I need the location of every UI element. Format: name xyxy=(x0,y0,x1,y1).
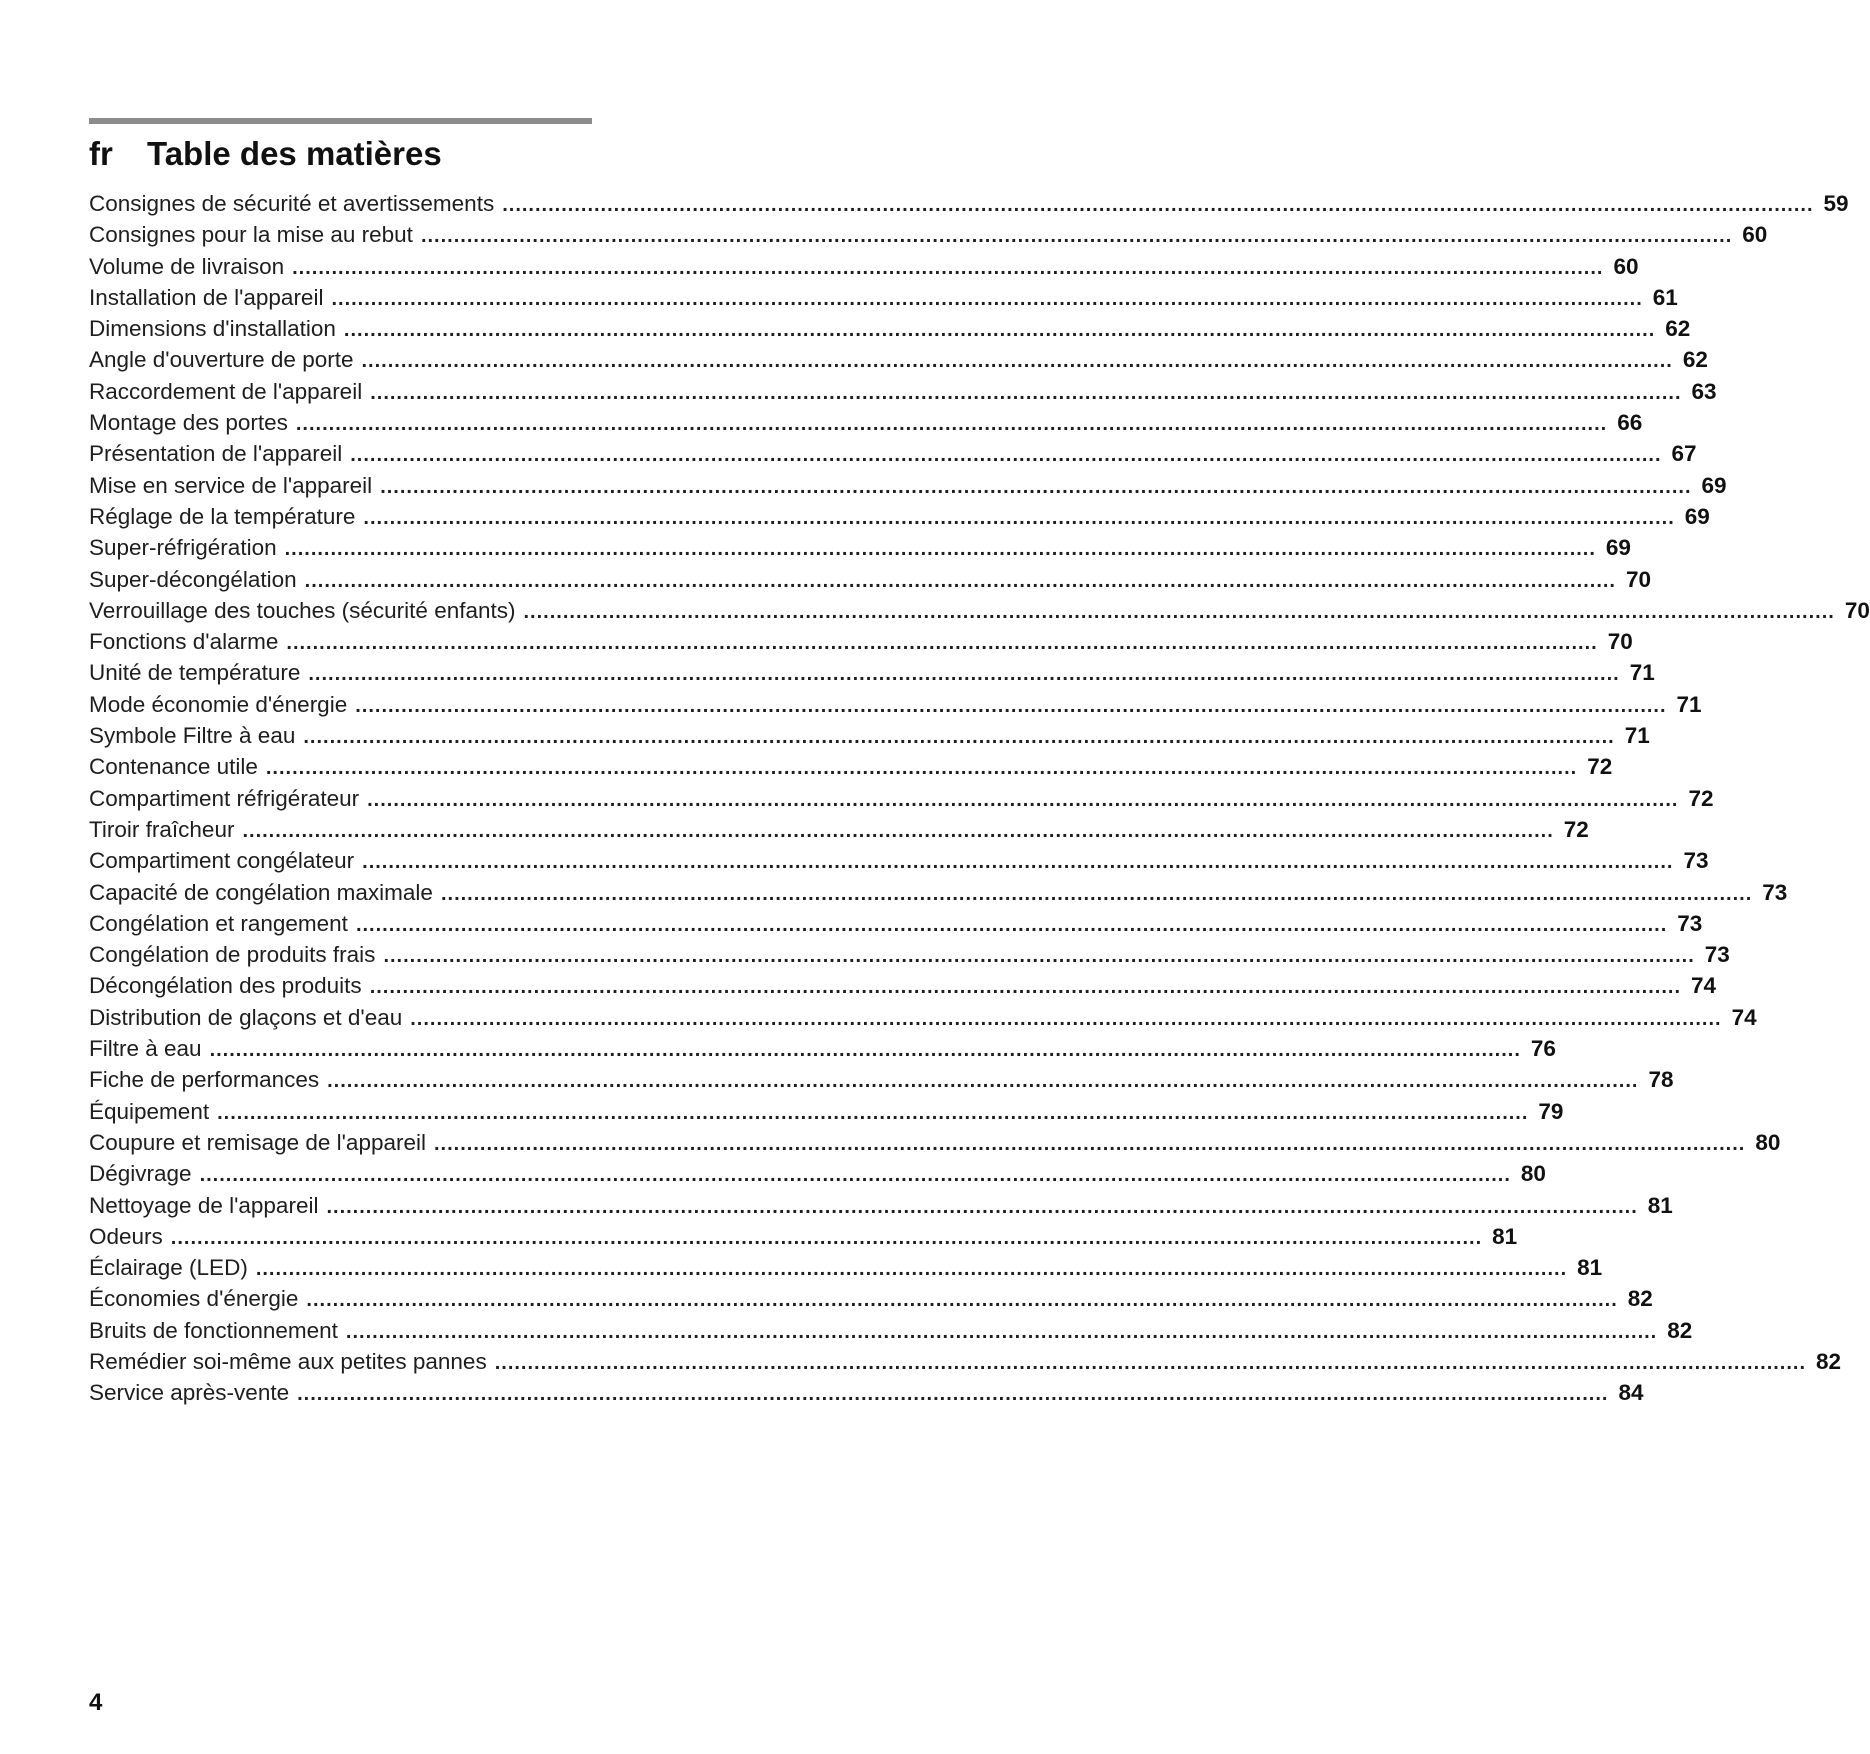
toc-entry-title: Remédier soi-même aux petites pannes xyxy=(89,1348,487,1374)
toc-entry[interactable] xyxy=(89,1002,1757,1033)
toc-entry-title: Capacité de congélation maximale xyxy=(89,879,433,905)
toc-entry[interactable] xyxy=(89,720,1650,751)
toc-entry-page: 73 xyxy=(1704,942,1730,968)
toc-entry-title: Congélation de produits frais xyxy=(89,942,376,968)
dot-leader: ........................................................................................................................................................................................................ xyxy=(362,851,1674,874)
toc-entry-page: 69 xyxy=(1605,535,1631,561)
dot-leader: ........................................................................................................................................................................................................ xyxy=(494,1351,1807,1374)
toc-entry[interactable] xyxy=(89,376,1717,407)
dot-leader: ........................................................................................................................................................................................................ xyxy=(286,632,1598,655)
toc-entry[interactable] xyxy=(89,626,1633,657)
dot-leader: ........................................................................................................................................................................................................ xyxy=(410,1007,1722,1030)
toc-entry-title: Nettoyage de l'appareil xyxy=(89,1192,319,1218)
toc-entry[interactable] xyxy=(89,1033,1556,1064)
toc-entry-title: Fonctions d'alarme xyxy=(89,629,279,655)
toc-entry-page: 72 xyxy=(1688,785,1714,811)
toc-entry-page: 69 xyxy=(1701,472,1727,498)
toc-entry[interactable] xyxy=(89,344,1708,375)
dot-leader: ........................................................................................................................................................................................................ xyxy=(367,788,1679,811)
toc-entry-page: 72 xyxy=(1587,754,1613,780)
toc-entry-page: 59 xyxy=(1823,191,1849,216)
toc-entry-page: 63 xyxy=(1691,378,1717,404)
toc-entry[interactable] xyxy=(89,657,1655,688)
toc-entry-title: Consignes pour la mise au rebut xyxy=(89,222,413,248)
toc-entry[interactable] xyxy=(89,313,1691,344)
toc-entry[interactable] xyxy=(89,1283,1653,1314)
toc-entry-title: Congélation et rangement xyxy=(89,910,348,936)
language-code: fr xyxy=(89,135,113,172)
toc-entry-page: 70 xyxy=(1844,597,1870,623)
toc-entry[interactable] xyxy=(89,970,1717,1001)
toc-entry-page: 79 xyxy=(1538,1098,1564,1124)
toc-entry-page: 82 xyxy=(1627,1286,1653,1312)
toc-entry-title: Présentation de l'appareil xyxy=(89,441,343,467)
toc-entry[interactable] xyxy=(89,188,1849,219)
toc-entry[interactable] xyxy=(89,751,1613,782)
toc-entry[interactable] xyxy=(89,845,1709,876)
toc-entry-title: Décongélation des produits xyxy=(89,973,362,999)
dot-leader: ........................................................................................................................................................................................................ xyxy=(265,757,1578,780)
dot-leader: ........................................................................................................................................................................................................ xyxy=(420,225,1733,248)
dot-leader: ........................................................................................................................................................................................................ xyxy=(308,663,1620,686)
toc-entry[interactable] xyxy=(89,595,1870,626)
toc-entry-title: Bruits de fonctionnement xyxy=(89,1317,338,1343)
toc-entry-page: 81 xyxy=(1577,1255,1603,1281)
dot-leader: ........................................................................................................................................................................................................ xyxy=(292,256,1604,279)
toc-entry-title: Super-décongélation xyxy=(89,566,297,592)
toc-entry-page: 81 xyxy=(1647,1192,1673,1218)
toc-entry[interactable] xyxy=(89,532,1631,563)
toc-entry[interactable] xyxy=(89,1096,1564,1127)
toc-entry[interactable] xyxy=(89,501,1710,532)
toc-entry-title: Équipement xyxy=(89,1098,210,1124)
toc-entry-page: 80 xyxy=(1755,1129,1781,1155)
toc-entry[interactable] xyxy=(89,1315,1693,1346)
toc-entry-title: Filtre à eau xyxy=(89,1036,202,1062)
dot-leader: ........................................................................................................................................................................................................ xyxy=(355,694,1667,717)
toc-entry-page: 74 xyxy=(1731,1004,1757,1030)
toc-entry-title: Réglage de la température xyxy=(89,503,356,529)
toc-entry[interactable] xyxy=(89,1064,1674,1095)
toc-entry[interactable] xyxy=(89,1158,1546,1189)
toc-entry-page: 73 xyxy=(1762,879,1788,905)
toc-entry-title: Tiroir fraîcheur xyxy=(89,816,235,842)
toc-entry-title: Dimensions d'installation xyxy=(89,316,336,342)
toc-entry-title: Service après-vente xyxy=(89,1380,290,1406)
toc-entry-page: 70 xyxy=(1625,566,1652,592)
toc-entry[interactable] xyxy=(89,1346,1842,1377)
toc-entry[interactable] xyxy=(89,783,1714,814)
dot-leader: ........................................................................................................................................................................................................ xyxy=(295,413,1608,436)
dot-leader: ........................................................................................................................................................................................................ xyxy=(383,945,1695,968)
toc-entry-page: 76 xyxy=(1530,1036,1556,1062)
toc-entry-title: Économies d'énergie xyxy=(89,1286,299,1312)
toc-entry[interactable] xyxy=(89,689,1702,720)
toc-entry-page: 84 xyxy=(1618,1380,1644,1406)
top-rule xyxy=(89,118,592,124)
toc-entry-page: 72 xyxy=(1563,816,1589,842)
toc-entry-title: Unité de température xyxy=(89,660,301,686)
toc-entry-page: 69 xyxy=(1684,503,1710,529)
toc-entry-page: 67 xyxy=(1671,441,1697,467)
toc-entry-title: Volume de livraison xyxy=(89,253,285,279)
toc-entry[interactable] xyxy=(89,219,1768,250)
page-title: Table des matières xyxy=(147,135,442,172)
toc-entry-title: Fiche de performances xyxy=(89,1067,320,1093)
toc-entry-page: 82 xyxy=(1667,1317,1693,1343)
dot-leader: ........................................................................................................................................................................................................ xyxy=(284,538,1596,561)
toc-entry[interactable] xyxy=(89,939,1730,970)
toc-entry[interactable] xyxy=(89,1252,1603,1283)
dot-leader: ........................................................................................................................................................................................................ xyxy=(434,1132,1746,1155)
dot-leader: ........................................................................................................................................................................................................ xyxy=(217,1101,1529,1124)
toc-entry[interactable] xyxy=(89,1377,1644,1408)
toc-entry-title: Montage des portes xyxy=(89,410,288,436)
toc-entry-page: 71 xyxy=(1676,691,1702,717)
dot-leader: ........................................................................................................................................................................................................ xyxy=(370,381,1682,404)
toc-entry-title: Super-réfrigération xyxy=(89,535,277,561)
toc-entry-title: Raccordement de l'appareil xyxy=(89,378,363,404)
toc-entry[interactable] xyxy=(89,1127,1781,1158)
toc-entry-page: 71 xyxy=(1629,660,1655,686)
dot-leader: ........................................................................................................................................................................................................ xyxy=(345,1320,1658,1343)
toc-entry[interactable] xyxy=(89,877,1788,908)
toc-entry-title: Compartiment réfrigérateur xyxy=(89,785,360,811)
toc-entry-page: 73 xyxy=(1683,848,1709,874)
dot-leader: ........................................................................................................................................................................................................ xyxy=(297,1383,1609,1406)
dot-leader: ........................................................................................................................................................................................................ xyxy=(170,1226,1483,1249)
toc-entry-title: Mise en service de l'appareil xyxy=(89,472,373,498)
toc-entry-page: 82 xyxy=(1816,1348,1842,1374)
dot-leader: ........................................................................................................................................................................................................ xyxy=(369,976,1682,999)
page-number: 4 xyxy=(89,1689,103,1716)
toc-entry[interactable] xyxy=(89,282,1678,313)
toc-entry-page: 80 xyxy=(1520,1161,1546,1187)
toc-entry-page: 73 xyxy=(1677,910,1703,936)
toc-entry[interactable] xyxy=(89,564,1652,595)
toc-entry-page: 81 xyxy=(1492,1223,1518,1249)
dot-leader: ........................................................................................................................................................................................................ xyxy=(209,1039,1521,1062)
dot-leader: ........................................................................................................................................................................................................ xyxy=(242,819,1554,842)
toc-entry-page: 74 xyxy=(1691,973,1717,999)
dot-leader: ........................................................................................................................................................................................................ xyxy=(199,1164,1511,1187)
toc-entry[interactable] xyxy=(89,1221,1518,1252)
toc-entry-title: Angle d'ouverture de porte xyxy=(89,347,354,373)
dot-leader: ........................................................................................................................................................................................................ xyxy=(255,1258,1568,1281)
toc-entry[interactable] xyxy=(89,407,1643,438)
dot-leader: ........................................................................................................................................................................................................ xyxy=(380,475,1692,498)
toc-entry[interactable] xyxy=(89,814,1589,845)
toc-entry[interactable] xyxy=(89,908,1703,939)
toc-entry-page: 78 xyxy=(1648,1067,1674,1093)
dot-leader: ........................................................................................................................................................................................................ xyxy=(523,600,1835,623)
toc-entry-title: Verrouillage des touches (sécurité enfants) xyxy=(89,597,516,623)
toc-entry-title: Compartiment congélateur xyxy=(89,848,355,874)
toc-heading xyxy=(89,134,592,174)
toc-entry-page: 60 xyxy=(1613,253,1639,279)
toc-entry-title: Symbole Filtre à eau xyxy=(89,723,296,749)
toc-entry-title: Installation de l'appareil xyxy=(89,284,324,310)
toc-entry[interactable] xyxy=(89,251,1639,282)
toc-entry-page: 62 xyxy=(1665,316,1691,342)
dot-leader: ........................................................................................................................................................................................................ xyxy=(343,319,1656,342)
dot-leader: ........................................................................................................................................................................................................ xyxy=(326,1195,1638,1218)
toc-entry-title: Mode économie d'énergie xyxy=(89,691,348,717)
table-of-contents xyxy=(89,118,1870,1409)
toc-entry-title: Coupure et remisage de l'appareil xyxy=(89,1129,426,1155)
dot-leader: ........................................................................................................................................................................................................ xyxy=(306,1289,1618,1312)
dot-leader: ........................................................................................................................................................................................................ xyxy=(327,1070,1639,1093)
dot-leader: ........................................................................................................................................................................................................ xyxy=(350,444,1662,467)
dot-leader: ........................................................................................................................................................................................................ xyxy=(303,726,1615,749)
dot-leader: ........................................................................................................................................................................................................ xyxy=(331,287,1643,310)
toc-entry-title: Contenance utile xyxy=(89,754,258,780)
toc-entry-title: Éclairage (LED) xyxy=(89,1255,248,1281)
dot-leader: ........................................................................................................................................................................................................ xyxy=(363,506,1675,529)
dot-leader: ........................................................................................................................................................................................................ xyxy=(502,194,1814,216)
toc-entry-page: 66 xyxy=(1617,410,1643,436)
toc-entry[interactable] xyxy=(89,470,1727,501)
toc-entry[interactable] xyxy=(89,1190,1673,1221)
toc-entries xyxy=(89,188,1870,1409)
toc-entry-page: 62 xyxy=(1682,347,1708,373)
toc-entry-page: 71 xyxy=(1624,723,1650,749)
toc-entry-title: Consignes de sécurité et avertissements xyxy=(89,191,495,216)
toc-entry-title: Odeurs xyxy=(89,1223,163,1249)
toc-entry-title: Dégivrage xyxy=(89,1161,192,1187)
dot-leader: ........................................................................................................................................................................................................ xyxy=(361,350,1673,373)
dot-leader: ........................................................................................................................................................................................................ xyxy=(355,913,1668,936)
dot-leader: ........................................................................................................................................................................................................ xyxy=(304,569,1616,592)
toc-entry-title: Distribution de glaçons et d'eau xyxy=(89,1004,403,1030)
toc-entry[interactable] xyxy=(89,438,1697,469)
toc-entry-page: 70 xyxy=(1607,629,1633,655)
dot-leader: ........................................................................................................................................................................................................ xyxy=(440,882,1753,905)
toc-entry-page: 60 xyxy=(1742,222,1768,248)
toc-entry-page: 61 xyxy=(1652,284,1678,310)
